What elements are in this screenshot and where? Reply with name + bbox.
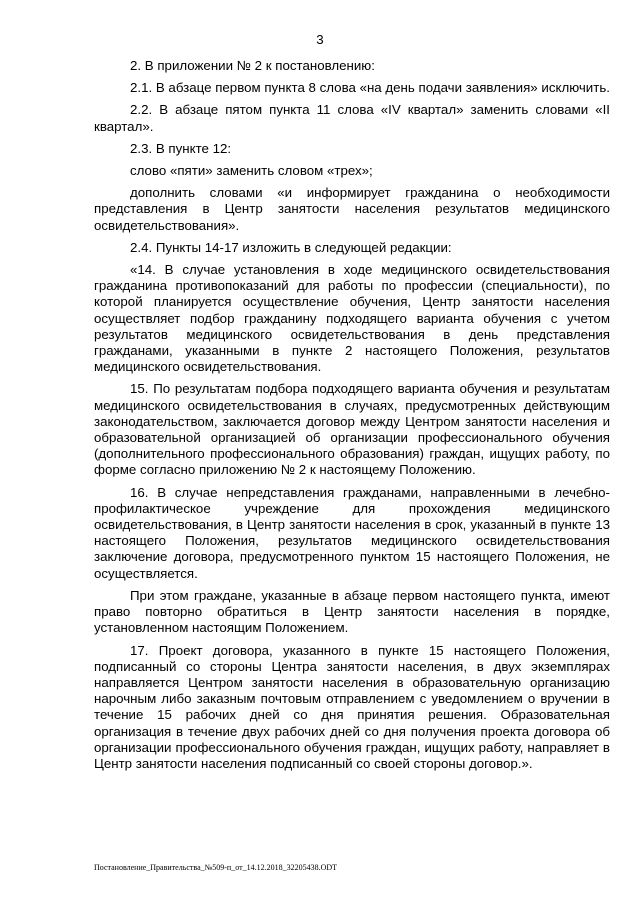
footer-filename: Постановление_Правительства_№509-п_от_14.12.2018_32205438.ODT: [94, 863, 338, 872]
paragraph: 17. Проект договора, указанного в пункте 15 настоящего Положения, подписанный со стороны Центра занятости населения, в двух экземплярах направляется Центром занятости населения в образовательную организацию нарочным либо заказным почтовым отправлением с уведомлением о вручении в течение 15 рабочих дней со дня принятия решения. Образовательная организация в течение двух рабочих дней со дня получения проекта договора об организации профессионального обучения граждан, ищущих работу, направляет в Центр занятости населения подписанный со своей стороны договор.».: [94, 642, 610, 771]
page-number: 3: [316, 32, 324, 47]
paragraph: дополнить словами «и информирует гражданина о необходимости представления в Центр занятости населения результатов медицинского освидетельствования».: [94, 185, 610, 233]
paragraph: 2. В приложении № 2 к постановлению:: [130, 58, 375, 73]
paragraph: 2.1. В абзаце первом пункта 8 слова «на день подачи заявления» исключить.: [130, 80, 610, 96]
paragraph: 16. В случае непредставления гражданами, направленными в лечебно-профилактическое учреждение для прохождения медицинского освидетельствования, в Центр занятости населения в срок, указанный в пункте 13 настоящего Положения, результатов медицинского освидетельствования заключение договора, предусмотренного пунктом 15 настоящего Положения, не осуществляется.: [94, 484, 610, 581]
paragraph: 2.2. В абзаце пятом пункта 11 слова «IV квартал» заменить словами «II квартал».: [94, 102, 610, 134]
paragraph: 2.3. В пункте 12:: [130, 140, 232, 156]
paragraph: «14. В случае установления в ходе медицинского освидетельствования гражданина противопоказаний для работы по профессии (специальности), по которой планируется осуществление обучения, Центр занятости населения осуществляет подбор гражданину подходящего варианта обучения с учетом результатов медицинского освидетельствования в день представления гражданами, указанными в пункте 2 настоящего Положения, результатов медицинского освидетельствования.: [94, 262, 610, 375]
paragraph: При этом граждане, указанные в абзаце первом настоящего пункта, имеют право повторно обратиться в Центр занятости населения в порядке, установленном настоящим Положением.: [94, 587, 610, 636]
paragraph: 15. По результатам подбора подходящего варианта обучения и результатам медицинского освидетельствования в случаях, предусмотренных действующим законодательством, заключается договор между Центром занятости населения и образовательной организацией об организации профессионального обучения (дополнительного профессионального образования) граждан, ищущих работу, по форме согласно приложению № 2 к настоящему Положению.: [94, 381, 610, 478]
paragraph: слово «пяти» заменить словом «трех»;: [130, 163, 373, 179]
document-body: [94, 58, 610, 778]
paragraph: 2.4. Пункты 14-17 изложить в следующей редакции:: [130, 239, 452, 255]
